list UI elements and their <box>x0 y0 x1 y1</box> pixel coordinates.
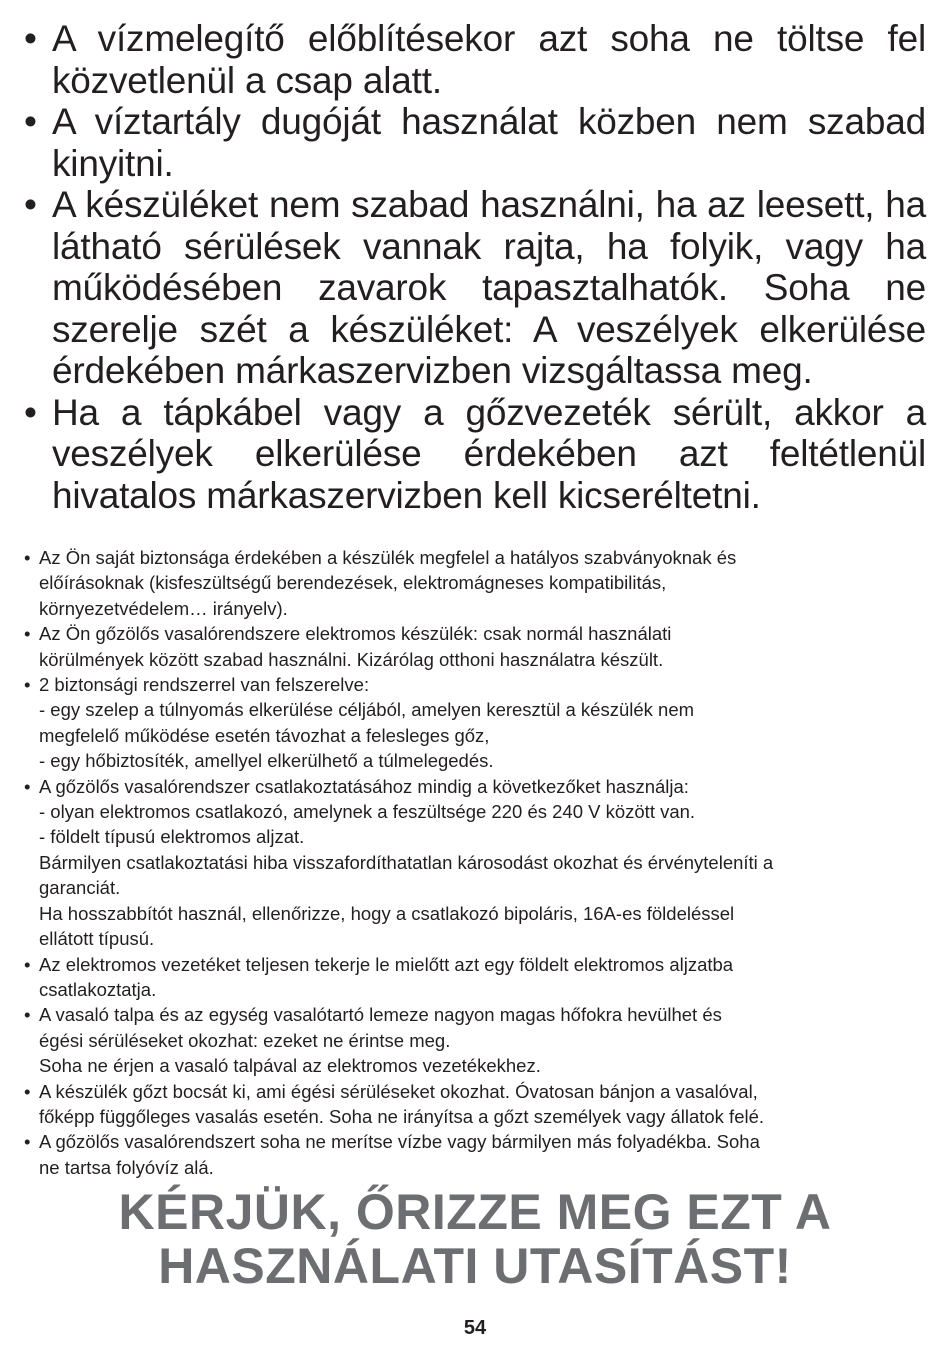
large-warning-text: A készüléket nem szabad használni, ha az leesett, ha látható sérülések vannak rajta, ha folyik, vagy ha működésében zavarok tapasztalhatók. Soha ne szerelje szét a készüléket: A veszélyek elkerülése érdekében márkaszervizben vizsgáltassa meg. <box>52 184 926 391</box>
safety-line: - egy szelep a túlnyomás elkerülése céljából, amelyen keresztül a készülék nem <box>39 699 695 721</box>
safety-item <box>24 545 929 621</box>
bullet: • <box>24 547 31 568</box>
safety-line: A gőzölős vasalórendszer csatlakoztatásához mindig a következőket használja: <box>39 775 689 797</box>
safety-line: - egy hőbiztosíték, amellyel elkerülhető a túlmelegedés. <box>39 750 494 772</box>
closing-line: HASZNÁLATI UTASÍTÁST! <box>158 1238 792 1294</box>
bullet: • <box>24 1131 31 1153</box>
safety-line: Az Ön saját biztonsága érdekében a készülék megfelel a hatályos szabványoknak és <box>39 547 737 568</box>
bullet: • <box>24 391 37 433</box>
large-warning-text: Ha a tápkábel vagy a gőzvezeték sérült, akkor a veszélyek elkerülése érdekében azt feltétlenül hivatalos márkaszervizben kell kicseréltetni. <box>52 391 926 516</box>
safety-line: Ha hosszabbítót használ, ellenőrizze, hogy a csatlakozó bipoláris, 16A-es földeléssel <box>39 902 735 924</box>
safety-line: Az elektromos vezetéket teljesen tekerje le mielőtt azt egy földelt elektromos aljzatba <box>39 953 734 975</box>
safety-line: körülmények között szabad használni. Kizárólag otthoni használatra készült. <box>39 648 664 670</box>
safety-item <box>24 672 929 774</box>
safety-item <box>24 1079 929 1130</box>
safety-item <box>24 1129 929 1180</box>
safety-line: megfelelő működése esetén távozhat a felesleges gőz, <box>39 724 490 746</box>
safety-line: Soha ne érjen a vasaló talpával az elektromos vezetékekhez. <box>39 1055 541 1077</box>
safety-line: A készülék gőzt bocsát ki, ami égési sérüléseket okozhat. Óvatosan bánjon a vasalóval, <box>39 1080 758 1102</box>
large-warning-item <box>24 101 926 184</box>
bullet: • <box>24 953 31 975</box>
page-number: 54 <box>463 1317 487 1339</box>
safety-line: garanciát. <box>39 877 121 899</box>
large-warning-item <box>24 18 926 101</box>
safety-line: - földelt típusú elektromos aljzat. <box>39 826 305 848</box>
large-warning-item <box>24 184 926 392</box>
safety-line: A vasaló talpa és az egység vasalótartó lemeze nagyon magas hőfokra hevülhet és <box>39 1004 722 1026</box>
safety-instructions-list <box>24 545 929 1180</box>
closing-line: KÉRJÜK, ŐRIZZE MEG EZT A <box>118 1184 832 1240</box>
safety-line: Bármilyen csatlakoztatási hiba visszafordíthatatlan károsodást okozhat és érvényteleníti a <box>39 851 774 873</box>
safety-line: 2 biztonsági rendszerrel van felszerelve: <box>39 674 370 696</box>
keep-instructions-notice <box>0 1185 950 1293</box>
safety-line: égési sérüléseket okozhat: ezeket ne érintse meg. <box>39 1029 451 1051</box>
bullet: • <box>24 1004 31 1026</box>
large-warning-list <box>24 18 926 516</box>
bullet: • <box>24 674 31 696</box>
bullet: • <box>24 775 31 797</box>
bullet: • <box>24 1080 31 1102</box>
safety-line: környezetvédelem… irányelv). <box>39 597 288 619</box>
bullet: • <box>24 101 37 142</box>
bullet: • <box>24 623 31 645</box>
safety-item <box>24 774 929 952</box>
bullet: • <box>24 18 37 59</box>
safety-item <box>24 1002 929 1078</box>
safety-line: A gőzölős vasalórendszert soha ne merítse vízbe vagy bármilyen más folyadékba. Soha <box>39 1131 760 1153</box>
safety-line: csatlakoztatja. <box>39 978 157 1000</box>
safety-item <box>24 952 929 1003</box>
safety-line: ellátott típusú. <box>39 928 155 950</box>
safety-line: - olyan elektromos csatlakozó, amelynek a feszültsége 220 és 240 V között van. <box>39 801 696 823</box>
safety-line: előírásoknak (kisfeszültségű berendezések, elektromágneses kompatibilitás, <box>39 572 667 594</box>
safety-item <box>24 621 929 672</box>
large-warning-text: A víztartály dugóját használat közben nem szabad kinyitni. <box>52 101 926 184</box>
safety-line: Az Ön gőzölős vasalórendszere elektromos készülék: csak normál használati <box>39 623 672 645</box>
safety-line: ne tartsa folyóvíz alá. <box>39 1156 214 1178</box>
large-warning-item <box>24 392 926 517</box>
bullet: • <box>24 184 37 225</box>
large-warning-text: A vízmelegítő előblítésekor azt soha ne töltse fel közvetlenül a csap alatt. <box>52 18 926 101</box>
safety-line: főképp függőleges vasalás esetén. Soha ne irányítsa a gőzt személyek vagy állatok felé. <box>39 1105 765 1127</box>
